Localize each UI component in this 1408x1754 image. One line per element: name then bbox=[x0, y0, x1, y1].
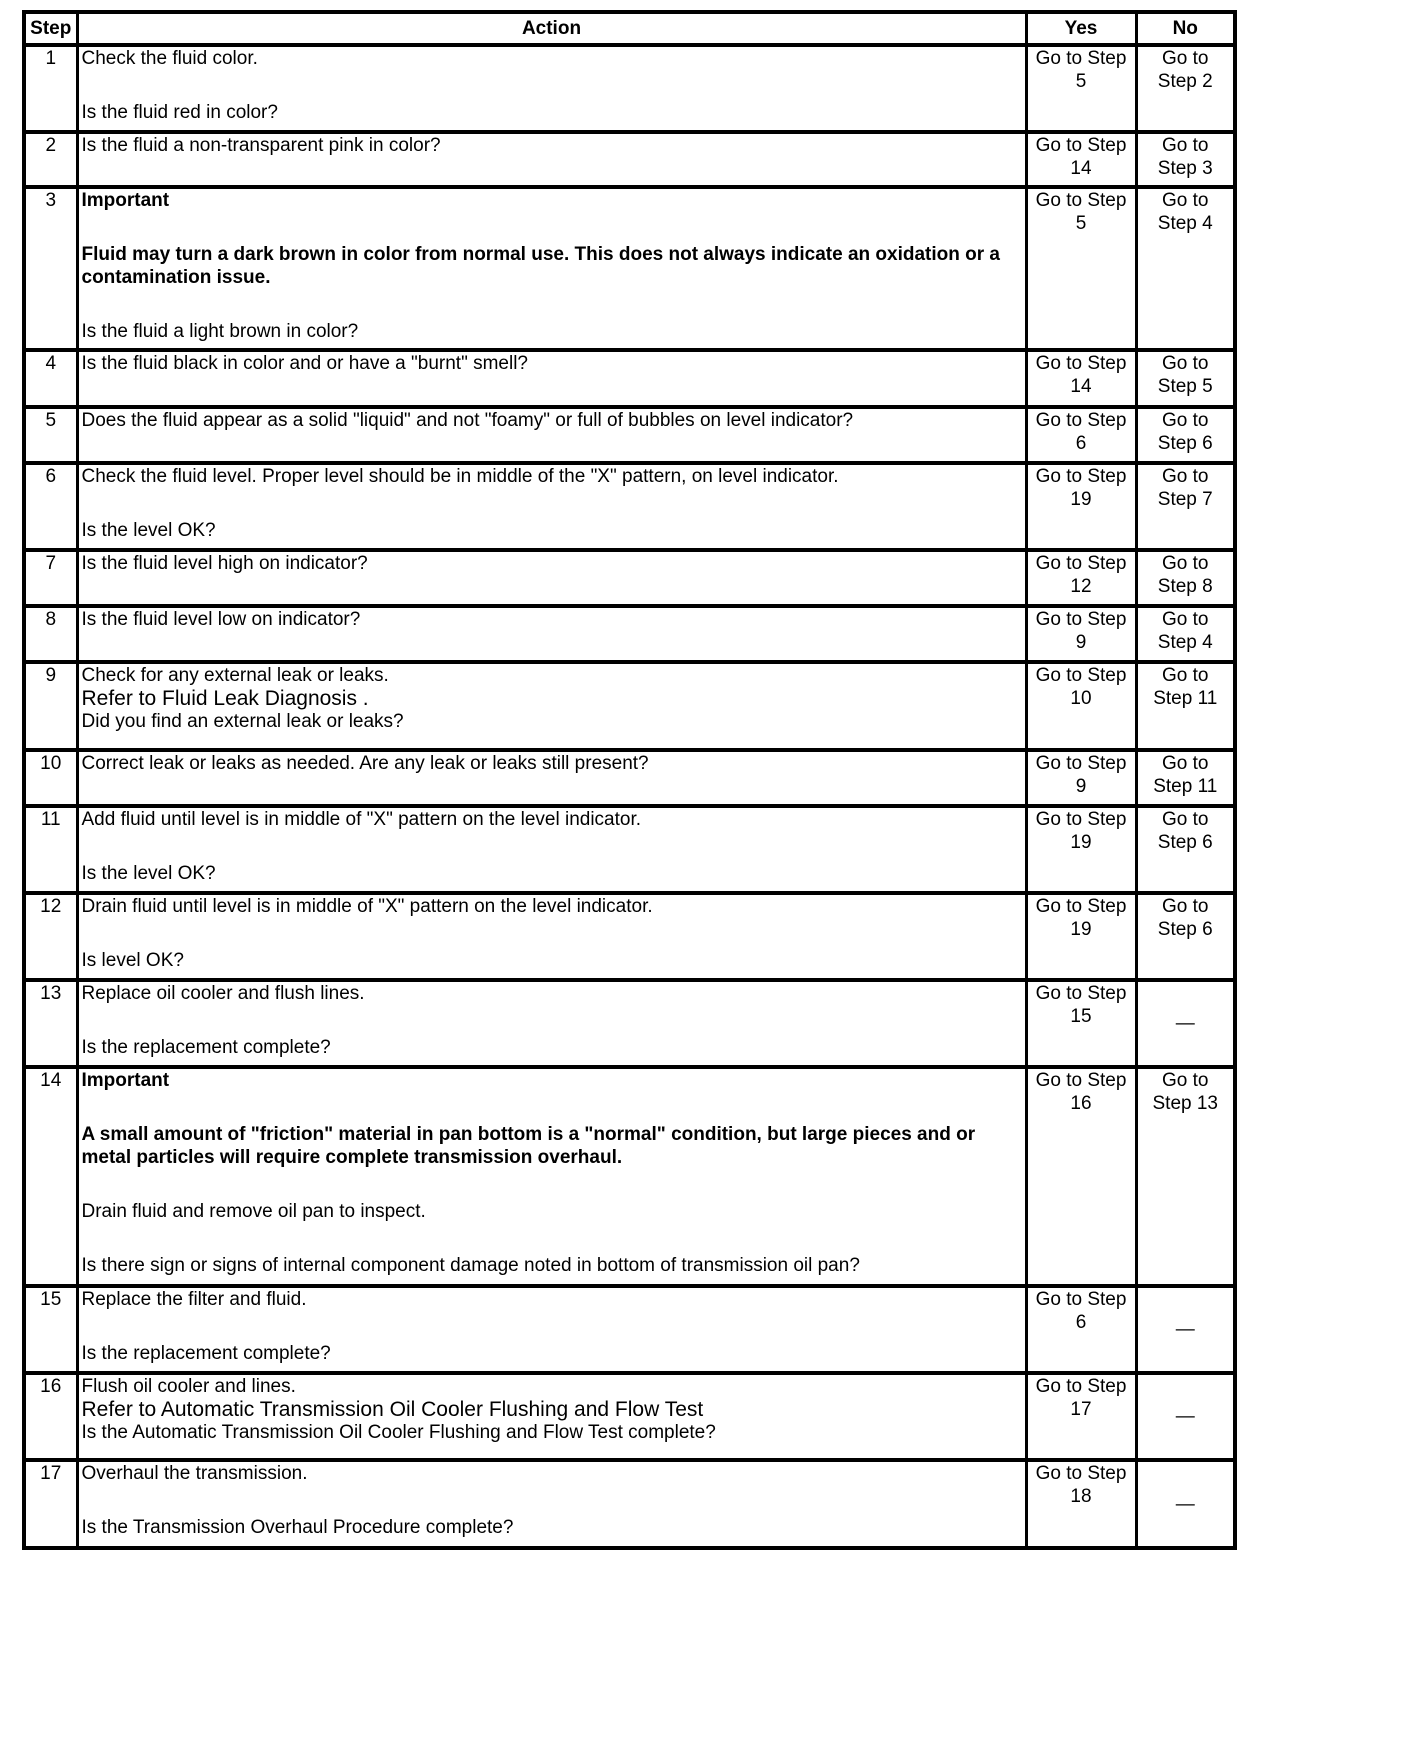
table-row bbox=[24, 1067, 1235, 1286]
action-text: Add fluid until level is in middle of "X" pattern on the level indicator. bbox=[81, 809, 642, 830]
no-cell-empty: — bbox=[1136, 1373, 1235, 1460]
spacer bbox=[82, 1311, 1022, 1342]
yes-cell: Go to Step 14 bbox=[1026, 350, 1136, 407]
table-row bbox=[24, 132, 1235, 187]
no-cell: Go to Step 6 bbox=[1136, 407, 1235, 463]
action-text: Check the fluid color. bbox=[81, 48, 258, 69]
action-text: Is the Transmission Overhaul Procedure complete? bbox=[81, 1517, 514, 1538]
no-cell: Go to Step 5 bbox=[1136, 350, 1235, 407]
action-text: Is the fluid level high on indicator? bbox=[81, 553, 368, 574]
action-text: Correct leak or leaks as needed. Are any leak or leaks still present? bbox=[81, 753, 649, 774]
diagnostic-table bbox=[22, 10, 1237, 1550]
step-number: 2 bbox=[24, 132, 77, 187]
no-cell: Go to Step 6 bbox=[1136, 806, 1235, 893]
action-text: Does the fluid appear as a solid "liquid" and not "foamy" or full of bubbles on level indicator? bbox=[81, 410, 854, 431]
action-cell bbox=[77, 1067, 1026, 1286]
table-row bbox=[24, 980, 1235, 1067]
yes-cell: Go to Step 17 bbox=[1026, 1373, 1136, 1460]
table-row bbox=[24, 45, 1235, 132]
action-text: Is the level OK? bbox=[81, 520, 216, 541]
no-cell: Go to Step 3 bbox=[1136, 132, 1235, 187]
action-cell bbox=[77, 1373, 1026, 1460]
yes-cell: Go to Step 9 bbox=[1026, 606, 1136, 662]
action-cell bbox=[77, 662, 1026, 750]
spacer bbox=[82, 1092, 1022, 1123]
no-cell: Go to Step 2 bbox=[1136, 45, 1235, 132]
yes-cell: Go to Step 18 bbox=[1026, 1460, 1136, 1548]
action-text: Check the fluid level. Proper level should be in middle of the "X" pattern, on level indicator. bbox=[81, 466, 839, 487]
step-number: 1 bbox=[24, 45, 77, 132]
spacer bbox=[82, 289, 1022, 320]
spacer bbox=[82, 831, 1022, 862]
spacer bbox=[82, 1223, 1022, 1254]
yes-cell: Go to Step 9 bbox=[1026, 750, 1136, 806]
action-text: Is the fluid a non-transparent pink in color? bbox=[81, 135, 441, 156]
no-cell: Go to Step 11 bbox=[1136, 750, 1235, 806]
important-note: A small amount of "friction" material in pan bottom is a "normal" condition, but large pieces and or metal particles will require complete transmission overhaul. bbox=[81, 1124, 976, 1168]
table-row bbox=[24, 1373, 1235, 1460]
reference-link[interactable]: Refer to Fluid Leak Diagnosis . bbox=[81, 687, 369, 710]
no-cell: Go to Step 7 bbox=[1136, 463, 1235, 550]
action-cell bbox=[77, 806, 1026, 893]
action-cell bbox=[77, 463, 1026, 550]
header-step: Step bbox=[24, 12, 77, 45]
step-number: 3 bbox=[24, 187, 77, 350]
action-text: Check for any external leak or leaks. bbox=[81, 665, 389, 686]
action-cell bbox=[77, 1460, 1026, 1548]
yes-cell: Go to Step 15 bbox=[1026, 980, 1136, 1067]
action-cell bbox=[77, 45, 1026, 132]
table-row bbox=[24, 806, 1235, 893]
action-text: Overhaul the transmission. bbox=[81, 1463, 308, 1484]
step-number: 11 bbox=[24, 806, 77, 893]
action-text: Is level OK? bbox=[81, 950, 184, 971]
table-row bbox=[24, 606, 1235, 662]
step-number: 4 bbox=[24, 350, 77, 407]
no-cell-empty: — bbox=[1136, 1460, 1235, 1548]
action-cell bbox=[77, 980, 1026, 1067]
step-number: 8 bbox=[24, 606, 77, 662]
no-cell: Go to Step 11 bbox=[1136, 662, 1235, 750]
yes-cell: Go to Step 6 bbox=[1026, 1286, 1136, 1373]
no-cell: Go to Step 8 bbox=[1136, 550, 1235, 606]
no-cell: Go to Step 13 bbox=[1136, 1067, 1235, 1286]
action-text: Is the replacement complete? bbox=[81, 1343, 331, 1364]
no-cell: Go to Step 6 bbox=[1136, 893, 1235, 980]
spacer bbox=[82, 1485, 1022, 1516]
yes-cell: Go to Step 6 bbox=[1026, 407, 1136, 463]
important-note: Fluid may turn a dark brown in color from normal use. This does not always indicate an oxidation or a contamination issue. bbox=[81, 244, 1000, 288]
no-cell: Go to Step 4 bbox=[1136, 606, 1235, 662]
yes-cell: Go to Step 10 bbox=[1026, 662, 1136, 750]
spacer bbox=[82, 1169, 1022, 1200]
step-number: 9 bbox=[24, 662, 77, 750]
table-body bbox=[24, 45, 1235, 1548]
action-text: Is there sign or signs of internal component damage noted in bottom of transmission oil pan? bbox=[81, 1255, 860, 1276]
step-number: 16 bbox=[24, 1373, 77, 1460]
spacer bbox=[82, 1005, 1022, 1036]
yes-cell: Go to Step 19 bbox=[1026, 806, 1136, 893]
action-cell bbox=[77, 606, 1026, 662]
action-cell bbox=[77, 407, 1026, 463]
table-row bbox=[24, 750, 1235, 806]
action-cell bbox=[77, 893, 1026, 980]
step-number: 12 bbox=[24, 893, 77, 980]
no-cell: Go to Step 4 bbox=[1136, 187, 1235, 350]
action-text: Drain fluid until level is in middle of "X" pattern on the level indicator. bbox=[81, 896, 653, 917]
header-yes: Yes bbox=[1026, 12, 1136, 45]
action-text: Flush oil cooler and lines. bbox=[81, 1376, 296, 1397]
action-text: Is the replacement complete? bbox=[81, 1037, 331, 1058]
yes-cell: Go to Step 14 bbox=[1026, 132, 1136, 187]
action-cell bbox=[77, 550, 1026, 606]
action-cell bbox=[77, 750, 1026, 806]
table-row bbox=[24, 407, 1235, 463]
action-text: Is the fluid black in color and or have a "burnt" smell? bbox=[81, 353, 528, 374]
action-text: Did you find an external leak or leaks? bbox=[81, 711, 404, 732]
yes-cell: Go to Step 19 bbox=[1026, 463, 1136, 550]
table-row bbox=[24, 1460, 1235, 1548]
step-number: 13 bbox=[24, 980, 77, 1067]
yes-cell: Go to Step 12 bbox=[1026, 550, 1136, 606]
action-text: Is the fluid red in color? bbox=[81, 102, 278, 123]
table-row bbox=[24, 1286, 1235, 1373]
step-number: 14 bbox=[24, 1067, 77, 1286]
spacer bbox=[82, 488, 1022, 519]
no-cell-empty: — bbox=[1136, 1286, 1235, 1373]
action-cell bbox=[77, 187, 1026, 350]
spacer bbox=[82, 70, 1022, 101]
action-cell bbox=[77, 132, 1026, 187]
step-number: 5 bbox=[24, 407, 77, 463]
header-row bbox=[24, 12, 1235, 45]
spacer bbox=[82, 212, 1022, 243]
header-action: Action bbox=[77, 12, 1026, 45]
action-cell bbox=[77, 350, 1026, 407]
table-row bbox=[24, 893, 1235, 980]
important-label: Important bbox=[81, 190, 170, 211]
yes-cell: Go to Step 19 bbox=[1026, 893, 1136, 980]
yes-cell: Go to Step 5 bbox=[1026, 45, 1136, 132]
step-number: 15 bbox=[24, 1286, 77, 1373]
step-number: 17 bbox=[24, 1460, 77, 1548]
action-text: Is the fluid level low on indicator? bbox=[81, 609, 361, 630]
table-row bbox=[24, 662, 1235, 750]
action-text: Is the level OK? bbox=[81, 863, 216, 884]
spacer bbox=[82, 918, 1022, 949]
table-row bbox=[24, 350, 1235, 407]
step-number: 10 bbox=[24, 750, 77, 806]
action-text: Replace oil cooler and flush lines. bbox=[81, 983, 365, 1004]
step-number: 7 bbox=[24, 550, 77, 606]
yes-cell: Go to Step 5 bbox=[1026, 187, 1136, 350]
action-text: Is the fluid a light brown in color? bbox=[81, 321, 359, 342]
action-text: Drain fluid and remove oil pan to inspect. bbox=[81, 1201, 426, 1222]
no-cell-empty: — bbox=[1136, 980, 1235, 1067]
table-row bbox=[24, 187, 1235, 350]
step-number: 6 bbox=[24, 463, 77, 550]
table-row bbox=[24, 550, 1235, 606]
important-label: Important bbox=[81, 1070, 170, 1091]
yes-cell: Go to Step 16 bbox=[1026, 1067, 1136, 1286]
action-text: Is the Automatic Transmission Oil Cooler Flushing and Flow Test complete? bbox=[81, 1422, 716, 1443]
header-no: No bbox=[1136, 12, 1235, 45]
action-text: Replace the filter and fluid. bbox=[81, 1289, 307, 1310]
action-cell bbox=[77, 1286, 1026, 1373]
reference-link[interactable]: Refer to Automatic Transmission Oil Cooler Flushing and Flow Test bbox=[81, 1398, 704, 1421]
table-row bbox=[24, 463, 1235, 550]
